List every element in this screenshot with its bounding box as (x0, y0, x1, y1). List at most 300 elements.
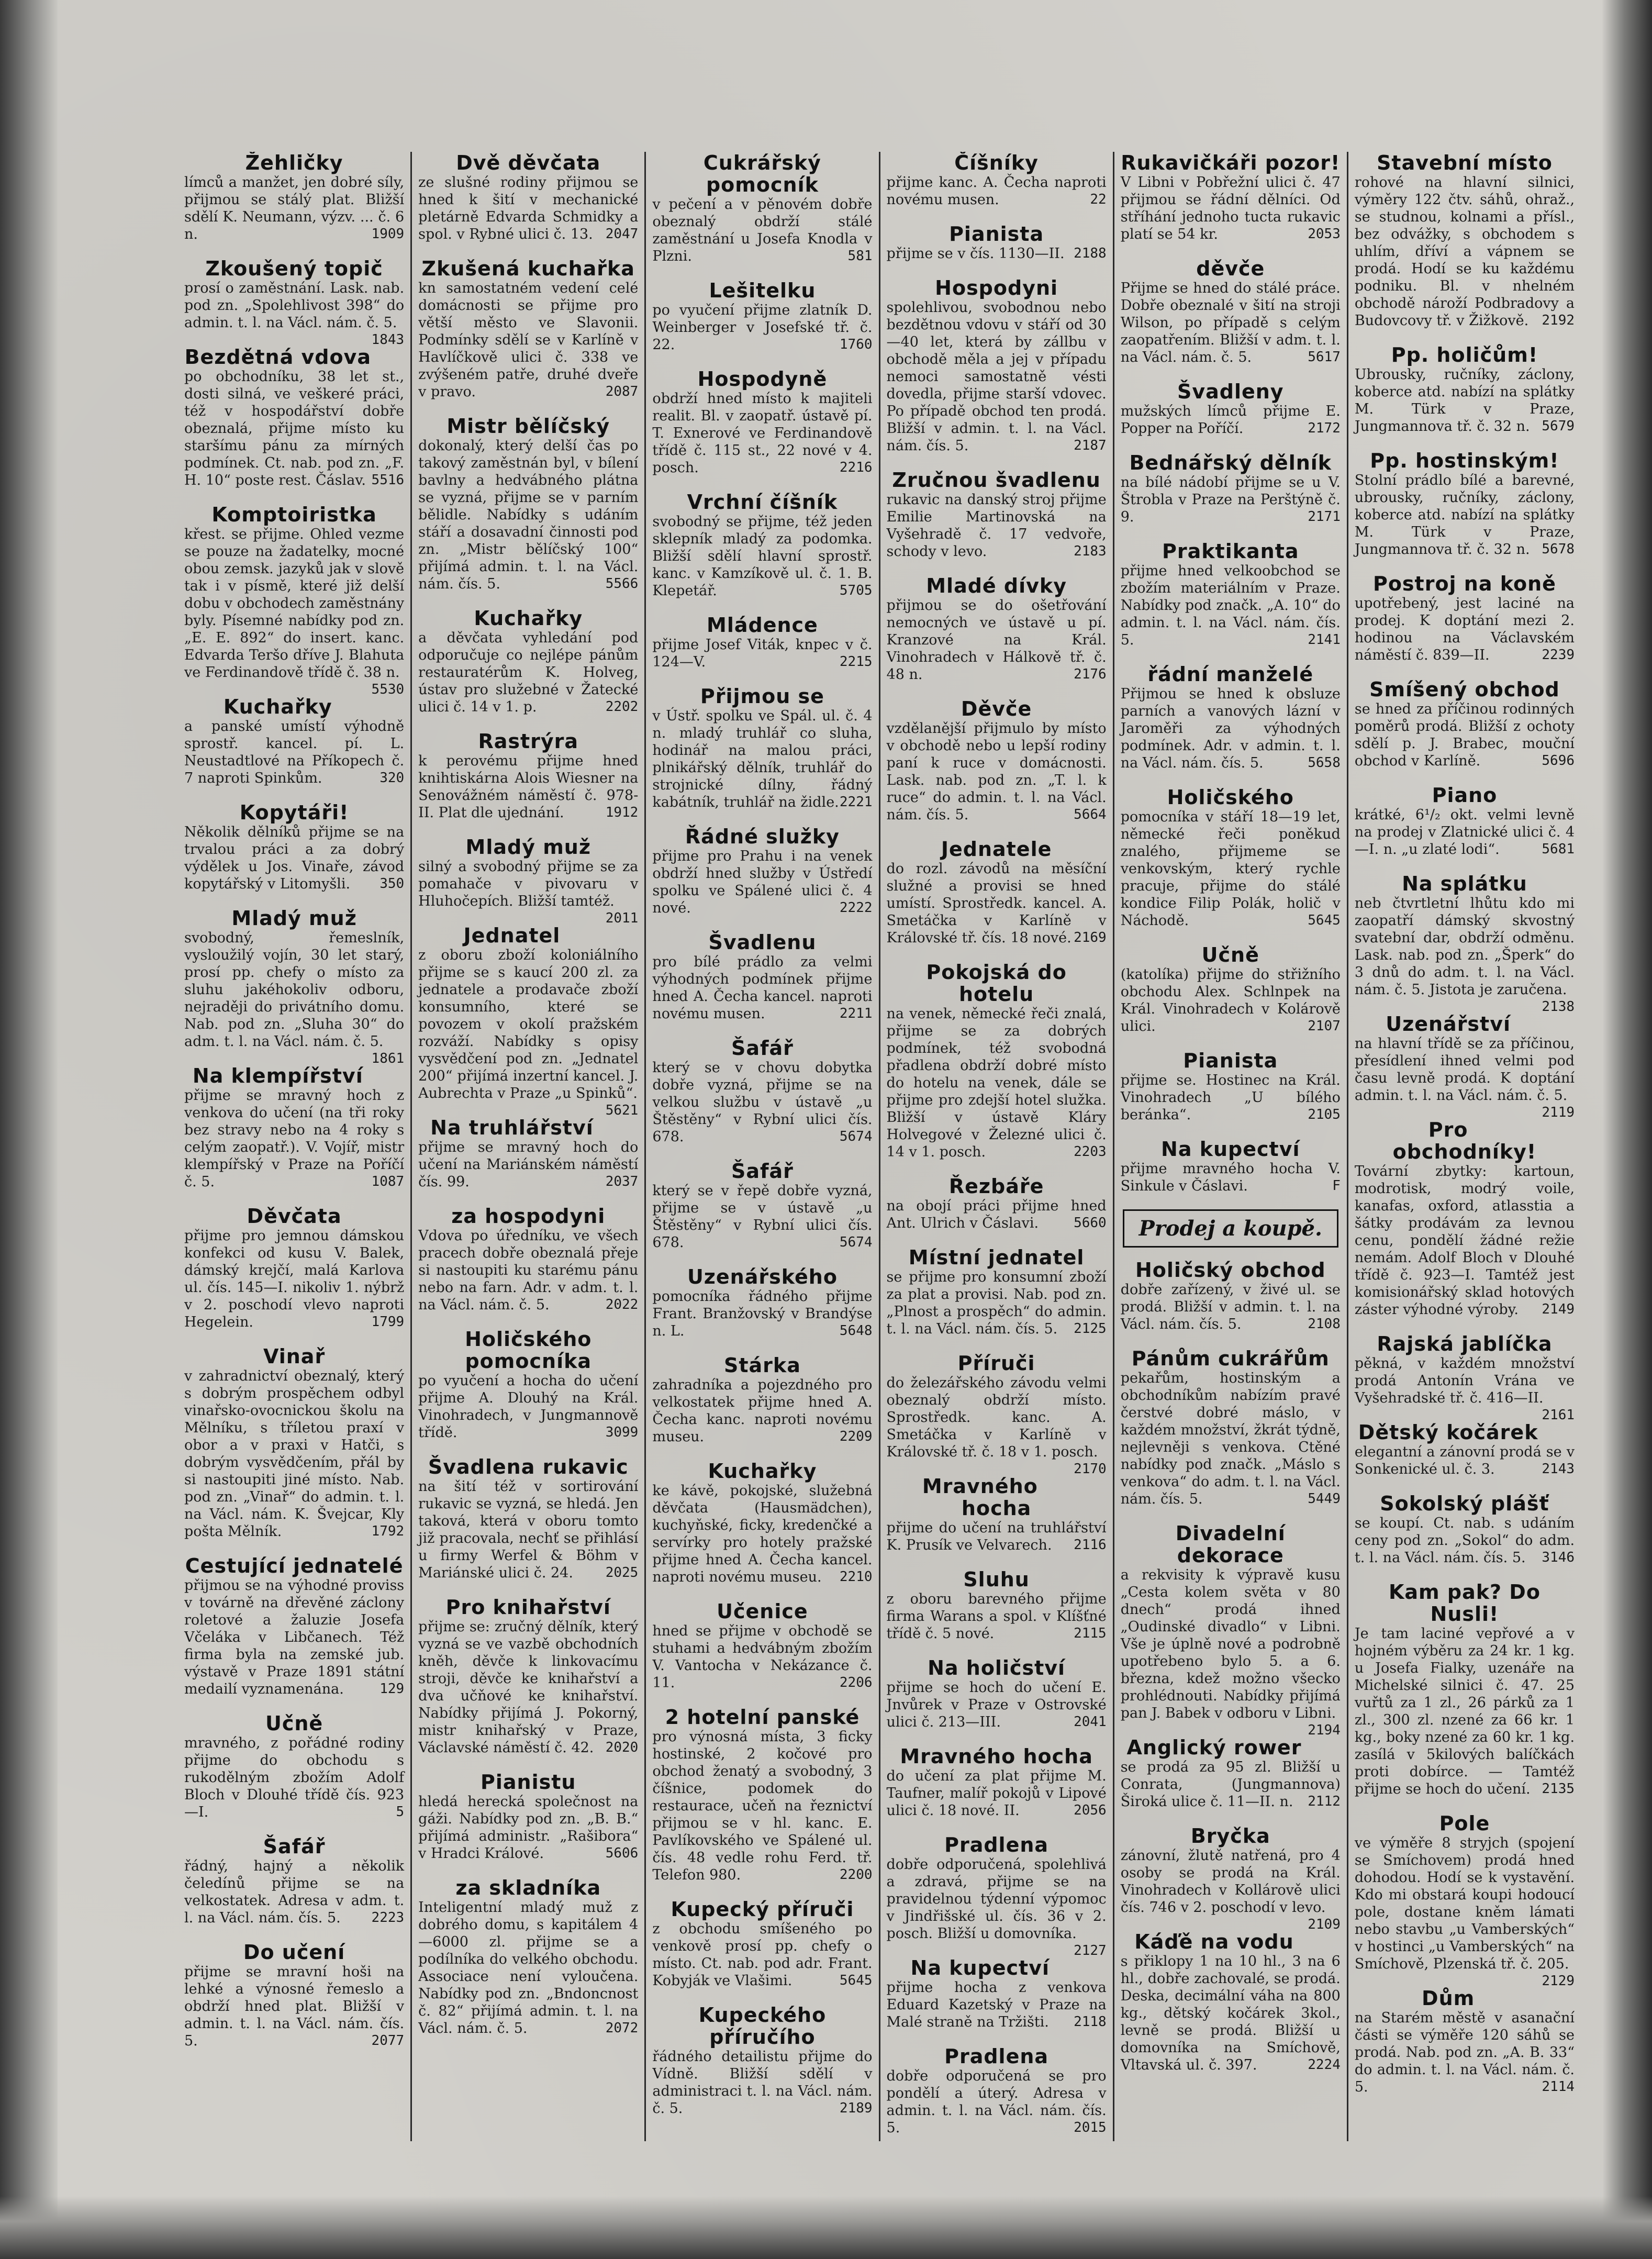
ad-body-text: přijme pro jemnou dámskou konfekci od kusu V. Balek, dámský krejčí, malá Karlova ul. čís. 145—I. nikoliv 1. nýbrž v 2. poschodí vlevo naproti Hegelein. (184, 1228, 405, 1330)
ad-text (418, 1899, 638, 2037)
ad-number: 2118 (1074, 2014, 1107, 2030)
ad-text (652, 1728, 872, 1884)
ad-number: 2211 (839, 1006, 873, 1021)
ad-text (184, 1227, 404, 1331)
ad-number: 5678 (1542, 541, 1575, 557)
classified-ad (184, 1345, 404, 1543)
ad-body-text: přijme se mravní hoši na lehké a výnosné řemeslo a obdrží hned plat. Bližší v admin. t. l. na Václ. nám. čís. 5. (184, 1964, 405, 2049)
ad-body-text: přijme kanc. A. Čecha naproti novému musen. (886, 174, 1107, 208)
classified-ad (652, 368, 872, 480)
ad-body-text: v pečení a v pěnovém dobře obeznalý obdrží stálé zaměstnání u Josefa Knodla v Plzni. (652, 196, 873, 264)
ad-number: 2215 (839, 654, 873, 670)
ad-body-text: přijme se v čís. 1130—II. (886, 246, 1065, 262)
ad-heading: Na kupectví (910, 1956, 1050, 1979)
ad-number: 1861 (371, 1051, 405, 1066)
ad-body-text: svobodný, řemeslník, vysloužilý vojín, 30 let starý, prosí pp. chefy o místo za sluhu jakéhokoliv odboru, nejraději do privátního domu. Nab. pod zn. „Sluha 30“ do adm. t. l. na Václ. nám. č. 5. (184, 930, 405, 1050)
ad-body-text: dobře odporučená, spolehlivá a zdravá, přijme se na pravidelnou týdenní výpomoc v Jindřišské ul. čís. 36 v 2. posch. Bližší u domovníka. (886, 1856, 1107, 1942)
ad-number: 2041 (1074, 1714, 1107, 1730)
classified-ad (652, 614, 872, 674)
ad-text (887, 299, 1107, 454)
ad-body-text: přijme se. Hostinec na Král. Vinohradech „U bílého beránka“. (1120, 1072, 1341, 1123)
classified-ad (184, 257, 405, 348)
ad-heading: Kupeckého příručího (698, 2004, 827, 2049)
ad-body-text: (katolíka) přijme do střižního obchodu Alex. Schlnpek na Král. Vinohradech v Kolárově ulici. (1120, 966, 1341, 1034)
ad-heading: Vinař (263, 1345, 326, 1368)
ad-heading: Učenice (717, 1600, 808, 1623)
ad-text (887, 860, 1107, 947)
ad-number: 2127 (1074, 1943, 1107, 1958)
ad-text (418, 947, 639, 1118)
ad-body-text: pomocníka v stáří 18—19 let, německé řeči poněkud znalého, přijmeme se venkovským, který rychle pracuje, přijme do stálé kondice Filip Polák, holič v Náchodě. (1120, 809, 1341, 929)
ad-heading: Cestující jednatelé (185, 1554, 404, 1577)
ad-heading: Kam pak? Do Nusli! (1388, 1581, 1541, 1626)
ad-number: 5566 (605, 576, 639, 592)
ad-heading: Káďě na vodu (1134, 1930, 1294, 1953)
ad-number: 5648 (839, 1323, 873, 1339)
ad-heading: Šafář (731, 1037, 794, 1060)
ad-number: 2047 (605, 226, 639, 242)
ad-number: 2221 (839, 794, 873, 810)
ad-number: 1799 (371, 1314, 405, 1330)
ad-body-text: Přijme se hned do stálé práce. Dobře obeznalé v šití na stroji Wilson, po případě s celým zaopatřením. Bližší v adm. t. l. na Václ. nám. č. 5. (1120, 280, 1341, 365)
ad-body-text: z oboru zboží koloniálního přijme se s kaucí 200 zl. za jednatele a prodavače zboží konsumního, které se povozem v okolí pražském rozváží. Nabídky s opisy vysvědčení pod zn. „Jednatel 200“ přijímá inzertní kancel. J. Aubrechta v Praze „u Spinků“. (418, 947, 639, 1101)
ad-body-text: ke kávě, pokojské, služebná děvčata (Hausmädchen), kuchyňské, ficky, kredenčké a servírky pro hotely pražské přijme hned A. Čecha kancel. naproti novému museu. (652, 1483, 873, 1585)
ad-text (418, 1793, 638, 1862)
ad-body-text: přijme se hoch do učení E. Jnvůrek v Praze v Ostrovské ulici č. 213—III. (886, 1679, 1107, 1730)
ad-body-text: obdrží hned místo k majiteli realit. Bl. v zaopatř. ústavě pí. T. Exnerové ve Ferdinandově třídě č. 115 st., 22 nové v 4. posch. (652, 391, 873, 476)
ad-body-text: přijmou se na výhodné proviss v továrně na dřevěné záclony roletové a žaluzie Josefa Včeláka v Libčanech. Též firma byla na zemské jub. výstavě v Praze 1891 státní medailí vyznamenána. (184, 1577, 405, 1697)
ad-body-text: pomocníka řádného přijme Frant. Branžovský v Brandýse n. L. (652, 1288, 873, 1339)
ad-heading: Holičský obchod (1135, 1259, 1326, 1282)
classified-ad (652, 1037, 872, 1149)
ad-text (887, 1268, 1107, 1338)
classified-ad (652, 826, 872, 920)
column-4 (880, 152, 1114, 2141)
ad-heading: Pro obchodníky! (1392, 1118, 1537, 1163)
ad-text (1121, 474, 1341, 526)
ad-number: 2037 (605, 1174, 639, 1189)
ad-text (1355, 472, 1575, 558)
ad-number: 5696 (1542, 753, 1575, 769)
ad-text (1354, 895, 1575, 1015)
classified-ad (1354, 872, 1575, 1015)
ad-heading: Vrchní číšník (687, 491, 838, 514)
ad-number: 2209 (839, 1429, 873, 1444)
ad-text (887, 174, 1107, 208)
classified-ad (418, 836, 639, 926)
ad-number: 5645 (1308, 912, 1341, 928)
ad-body-text: a rekvisity k výpravě kusu „Cesta kolem světa v 80 dnech“ prodá ihned „Oudinské divadlo“ v Libni. Vše je úplně nové a podrobně upotřebeno bylo 5. a 6. března, kdež možno všecko prohlédnouti. Nabídky přijímá pan J. Babek v odboru v Libni. (1120, 1567, 1341, 1721)
ad-heading: Jednatel (463, 924, 561, 947)
classified-ad (1121, 944, 1341, 1038)
classified-ad (886, 1833, 1107, 1958)
ad-body-text: pěkná, v každém množství prodá Antonín Vrána ve Vyšehradské tř. č. 416—II. (1354, 1355, 1575, 1406)
classified-ad (1355, 450, 1575, 561)
ad-number: 2202 (605, 699, 639, 715)
ad-text (184, 824, 404, 893)
ad-number: 5664 (1074, 807, 1107, 822)
ad-body-text: do učení za plat přijme M. Taufner, malíř pokojů v Lipové ulici č. 18 nové. II. (886, 1768, 1107, 1819)
ad-number: 5674 (839, 1129, 873, 1144)
classified-ad (1355, 1119, 1575, 1321)
ad-heading: Šafář (263, 1835, 326, 1858)
ad-number: 5645 (839, 1973, 873, 1988)
ad-heading: 2 hotelní panské (665, 1706, 860, 1729)
classified-ad (887, 277, 1107, 458)
ad-body-text: přijme hned velkoobchod se zbožím materiálním v Praze. Nabídky pod značk. „A. 10“ do admin. t. l. na Václ. nám. čís. 5. (1120, 563, 1341, 648)
ad-text (418, 629, 638, 716)
ad-heading: Mravného hocha (900, 1745, 1093, 1768)
ad-heading: Lešitelku (709, 279, 816, 302)
ad-body-text: z obchodu smíšeného po venkově prosí pp. chefy o místo. Ct. nab. pod adr. Frant. Kobyják ve Vlašimi. (652, 1921, 873, 1989)
ad-text (652, 953, 872, 1022)
ad-number: 1760 (839, 337, 873, 352)
ad-body-text: na šití též v sortirování rukavic se vyzná, se hledá. Jen taková, která v oboru tomto již pracovala, nechť se přihlásí u firmy Werfel & Böhm v Mariánské ulici č. 24. (418, 1478, 639, 1581)
ad-heading: Stavební místo (1377, 152, 1553, 174)
ad-body-text: hned se přijme v obchodě se stuhami a hedvábným zbožím V. Vantocha v Nekázance č. 11. (652, 1623, 873, 1691)
ad-body-text: k perovému přijme hned knihtiskárna Alois Wiesner na Senovážném náměstí č. 978-II. Plat dle ujednání. (418, 753, 639, 821)
classified-ad (1121, 152, 1341, 246)
ad-number: 2077 (371, 2033, 405, 2049)
ad-text (887, 245, 1107, 262)
ad-number: 5621 (605, 1103, 639, 1118)
classified-ad (887, 1745, 1107, 1822)
ad-text (1355, 1163, 1575, 1318)
classified-ad (1355, 784, 1575, 861)
ad-body-text: Tovární zbytky: kartoun, modrotisk, modrý voile, kanafas, oxford, atlasstia a šátky prodávám za levnou cenu, pondělí žádné režie nemám. Adolf Bloch v Dlouhé třídě č. 923—I. Tamtéž jest komisionářský sklad hotových záster výhodné výroby. (1354, 1163, 1575, 1318)
ad-body-text: V Libni v Pobřežní ulici č. 47 přijmou se řádní dělníci. Od stříhání jednoho tucta rukavic platí se 54 kr. (1120, 174, 1341, 242)
ad-body-text: na Starém městě v asanační části se výměře 120 sáhů se prodá. Nab. pod zn. „A. B. 33“ do admin. t. l. na Václ. nám. č. 5. (1354, 2010, 1575, 2095)
ad-heading: Uzenářského (687, 1265, 838, 1288)
ad-heading: Učně (265, 1712, 323, 1735)
classified-ad (418, 1456, 638, 1585)
ad-number: 2223 (371, 1910, 405, 1926)
ad-number: 2210 (839, 1569, 873, 1585)
ad-number: 2183 (1074, 543, 1107, 559)
classified-ad (1120, 1824, 1341, 1932)
ad-text (418, 280, 638, 400)
ad-body-text: upotřebený, jest laciné na prodej. K doptání mezi 2. hodinou na Václavském náměstí č. 839—II. (1354, 595, 1575, 663)
ad-text (887, 1679, 1107, 1731)
ad-number: 2161 (1542, 1407, 1575, 1423)
ad-body-text: přijme do učení na truhlářství K. Prusík ve Velvarech. (886, 1520, 1107, 1553)
ad-text (1121, 562, 1341, 649)
classified-ad (652, 2004, 872, 2120)
ad-body-text: Inteligentní mladý muž z dobrého domu, s kapitálem 4—6000 zl. přijme se a podílníka do velkého obchodu. Associace není vyloučena. Nabídky pod zn. „Bndoncnost č. 82“ přijímá admin. t. l. na Václ. nám. č. 5. (418, 1899, 639, 2037)
ad-heading: Kopytáři! (239, 801, 349, 824)
ad-number: 2138 (1542, 999, 1575, 1015)
ad-heading: Místní jednatel (908, 1246, 1085, 1269)
ad-text (184, 368, 404, 489)
ad-body-text: a panské umístí výhodně sprostř. kancel. pí. L. Neustadtlové na Příkopech č. 7 naproti Spinkům. (184, 718, 405, 786)
ad-body-text: neb čtvrtletní lhůtu kdo mi zaopatří dámský skvostný svatební dar, obdrží odměnu. Lask. nab. pod zn. „Šperk“ do 3 dnů do adm. t. l. na Václ. nám. č. 5. Jistota je zaručena. (1354, 895, 1575, 998)
ad-heading: Bednářský dělník (1129, 451, 1332, 474)
ad-body-text: Stolní prádlo bílé a barevné, ubrousky, ručníky, záclony, koberce atd. nabízí na splátky M. Türk v Praze, Jungmannova tř. č. 32 n. (1354, 472, 1575, 558)
ad-body-text: po vyučení a hocha do učení přijme A. Dlouhý na Král. Vinohradech, v Jungmannově třídě. (418, 1373, 639, 1441)
ad-text (184, 526, 405, 697)
ad-body-text: do rozl. závodů na měsíční služné a provisi se hned umístí. Sprostředk. kancel. A. Smetáčka v Karlíně v Královské tř. čís. 18 nové. (886, 861, 1107, 946)
classified-ad (887, 469, 1107, 563)
ad-number: 2072 (605, 2020, 639, 2036)
classified-ad (887, 1475, 1107, 1557)
ad-number: 3146 (1542, 1550, 1575, 1565)
ad-number: 5679 (1542, 418, 1575, 434)
classified-ad (1121, 786, 1341, 932)
ad-body-text: kn samostatném vedení celé domácnosti se přijme pro větší město ve Slavonii. Podmínky sdělí se v Karlíně v Havlíčkově ulici č. 338 ve zvýšeném patře, druhé dveře v pravo. (418, 280, 639, 400)
ad-text (886, 1856, 1107, 1958)
ad-text (652, 196, 872, 265)
classified-ad (652, 152, 872, 268)
ad-number: 2025 (605, 1565, 639, 1581)
ad-number: 2115 (1074, 1626, 1107, 1641)
classified-ad (184, 1941, 404, 2053)
ad-body-text: zahradníka a pojezdného pro velkostatek přijme hned A. Čecha kanc. naproti novému museu. (652, 1377, 873, 1445)
ad-heading: Kuchařky (474, 607, 583, 630)
ad-heading: Na splátku (1402, 872, 1527, 895)
ad-text (1121, 685, 1341, 772)
ad-text (1121, 1072, 1341, 1123)
ad-body-text: na venek, německé řeči znalá, přijme se za dobrých podmínek, též svobodná přadlena obdrží dobré místo do hotelu na venek, dále se přijme pro zdejší hotel služka. Bližší v ústavě Kláry Holvegové v Železné ulici č. 14 v 1. posch. (886, 1006, 1107, 1160)
ad-text (418, 1139, 638, 1190)
column-2 (412, 152, 646, 2141)
ad-body-text: který se v chovu dobytka dobře vyzná, přijme se na velkou službu v ústavě „u Štěstěny“ v Rybní ulici čís. 678. (652, 1060, 873, 1145)
ad-text (184, 1087, 404, 1190)
classified-ad (1121, 1138, 1341, 1198)
ad-body-text: který se v řepě dobře vyzná, přijme se v ústavě „u Štěstěny“ v Rybní ulici čís. 678. (652, 1183, 873, 1251)
ad-text (887, 720, 1107, 824)
ad-text (1121, 1953, 1341, 2074)
ad-heading: Do učení (243, 1941, 345, 1964)
ad-number: 2203 (1074, 1144, 1107, 1160)
classified-ad (1121, 381, 1341, 440)
ad-heading: Mravného hocha (922, 1475, 1038, 1520)
ad-text (418, 437, 638, 593)
ad-number: 2239 (1542, 647, 1575, 663)
ad-heading: Zkušená kuchařka (421, 257, 635, 280)
ad-heading: Na truhlářství (430, 1116, 594, 1139)
ad-text (1355, 174, 1575, 329)
classified-ad (887, 1657, 1107, 1734)
ad-text (652, 848, 872, 917)
ad-heading: Číšníky (954, 152, 1039, 174)
ad-number: 2170 (1074, 1461, 1107, 1477)
classified-ad (886, 1352, 1107, 1477)
classified-ad (652, 1266, 872, 1343)
classified-ad (184, 907, 405, 1066)
ad-body-text: přijme hocha z venkova Eduard Kazetský v Praze na Malé straně na Tržišti. (886, 1979, 1107, 2030)
ad-heading: Bryčka (1190, 1824, 1270, 1848)
ad-text (887, 1979, 1107, 2031)
ad-text (418, 174, 638, 243)
ad-body-text: na bílé nádobí přijme se u V. Štrobla v Praze na Perštýně č. 9. (1120, 474, 1341, 525)
ad-body-text: silný a svobodný přijme se za pomahače v pivovaru v Hluhočepích. Bližší tamtéž. (418, 859, 639, 909)
ad-heading: Pradlena (944, 1833, 1049, 1856)
classified-ad (418, 607, 638, 719)
classified-ad (887, 223, 1107, 265)
classified-ad (184, 503, 405, 697)
classified-ad (1121, 258, 1341, 369)
ad-heading: Pánům cukrářům (1131, 1347, 1330, 1370)
classified-ad (652, 280, 872, 357)
ad-number: 2114 (1542, 2079, 1575, 2095)
ad-number: 2176 (1074, 666, 1107, 682)
ad-heading: Hospodyně (697, 368, 828, 391)
ad-text (652, 1182, 872, 1251)
ad-body-text: se prodá za 95 zl. Bližší u Conrata, (Jungmannova) Široká ulice č. 11—II. n. (1120, 1759, 1341, 1810)
ad-text (652, 390, 872, 476)
ad-heading: Šafář (731, 1160, 794, 1183)
classified-ad (1121, 1348, 1341, 1511)
classified-ad (184, 696, 404, 790)
ad-text (652, 1482, 872, 1586)
classified-ad (418, 1877, 638, 2040)
scan-shadow-left (0, 0, 58, 2259)
classified-ad (184, 1205, 404, 1334)
column-1 (178, 152, 412, 2141)
ad-text (418, 1227, 638, 1314)
ad-body-text: ve výměře 8 stryjch (spojení se Smíchovem) prodá hned dohodou. Hodí se k vystavění. Kdo mi obstará koupi hodoucí pole, dostane kněm lámati nebo stavbu „u Vamberských“ v hostinci „u Vamberských“ na Smíchově, Plzenská tř. č. 205. (1354, 1835, 1575, 1972)
ad-text (887, 597, 1107, 683)
ad-body-text: dokonalý, který delší čas po takový zaměstnán byl, v bílení bavlny a hedvábného plátna se vyzná, přijme se v parním bělidle. Nabídky s udáním stáří a dosavadní činnosti pod zn. „Mistr bělíčský 100“ přijímá admin. t. l. na Václ. nám. čís. 5. (418, 438, 639, 592)
ad-text (887, 2067, 1107, 2136)
ad-number: 1843 (371, 332, 405, 348)
ad-heading: Zkoušený topič (205, 257, 383, 280)
classified-ad (887, 1957, 1107, 2034)
ad-heading: Piano (1432, 784, 1498, 807)
ad-heading: Mladý muž (465, 836, 591, 859)
ad-text (1355, 1625, 1575, 1798)
classified-ad (887, 698, 1107, 827)
ad-number: 2206 (839, 1675, 873, 1690)
ad-text (652, 1920, 872, 1989)
ad-text (652, 1059, 872, 1145)
ad-text (887, 1197, 1107, 1232)
ad-text (418, 858, 639, 926)
classified-ad (184, 1555, 404, 1701)
ad-body-text: Přijmou se hned k obsluze parních a vanových lázní v Jaroměři za výhodných podmínek. Adr. v admin. t. l. na Václ. nám. čís. 5. (1120, 686, 1341, 771)
ad-text (184, 174, 404, 243)
scan-shadow-bottom (0, 2196, 1652, 2259)
ad-body-text: řádný, hajný a několik čeledínů přijme se na velkostatek. Adresa v adm. t. l. na Václ. nám. čís. 5. (184, 1858, 405, 1926)
ad-text (184, 929, 405, 1066)
ad-heading: Děvče (961, 697, 1032, 720)
ad-body-text: pro výnosná místa, 3 ficky hostinské, 2 kočové pro obchod ženatý a svobodný, 3 číšnice, podomek do restaurace, učeň na řeznictví přijmou se v hl. kanc. E. Pavlíkovského ve Spálené ul. čís. 48 vedle rohu Ferd. tř. Telefon 980. (652, 1729, 873, 1883)
ad-body-text: rukavic na danský stroj přijme Emilie Martinovská na Vyšehradě č. 17 vedvoře, schody v levo. (886, 492, 1107, 560)
ad-heading: Rukavičkáři pozor! (1121, 152, 1341, 174)
classified-ad (887, 575, 1107, 686)
classified-ad (1121, 452, 1341, 529)
classified-ad (1121, 540, 1341, 652)
ad-heading: Hospodyni (935, 276, 1058, 299)
ad-text (1121, 808, 1341, 929)
classified-ad (887, 1175, 1107, 1235)
ad-heading: Mistr bělíčský (447, 415, 610, 438)
classified-ad (652, 1706, 872, 1887)
ad-number: 2129 (1542, 1973, 1575, 1989)
classified-ad (184, 802, 404, 896)
ad-number: 2053 (1308, 226, 1341, 242)
ad-number: 2119 (1542, 1105, 1575, 1120)
ad-text (1121, 280, 1341, 366)
ad-text (652, 636, 872, 671)
ad-body-text: se přijme pro konsumní zboží za plat a provisi. Nab. pod zn. „Plnost a prospěch“ do admin. t. l. na Václ. nám. čís. 5. (886, 1269, 1107, 1337)
classified-ad (418, 1328, 638, 1444)
ad-body-text: z oboru barevného přijme firma Warans a spol. v Klíšťné třídě č. 5 nové. (886, 1591, 1107, 1642)
ad-body-text: po vyučení přijme zlatník D. Weinberger v Josefské tř. č. 22. (652, 302, 873, 353)
ad-text (887, 491, 1107, 560)
ad-text (184, 718, 404, 787)
ad-text (1121, 1281, 1341, 1333)
ad-heading: Řezbáře (948, 1175, 1044, 1198)
ad-number: 2116 (1074, 1537, 1107, 1553)
ad-body-text: přijme Josef Viták, knpec v č. 124—V. (652, 637, 873, 670)
ad-body-text: v Ústř. spolku ve Spál. ul. č. 4 n. mladý truhlář co sluha, hodinář na malou práci, plnikářský dělník, truhlář do strojnické dílny, řádný kabátník, truhlář na židle. (652, 708, 873, 810)
ad-body-text: dobře zařízený, v živé ul. se prodá. Bližší v admin. t. l. na Václ. nám. čís. 5. (1120, 1282, 1341, 1332)
ad-body-text: přijme pro Prahu i na venek obdrží hned služby v Ústředí spolku ve Spálené ulici č. 4 nové. (652, 848, 873, 916)
ad-body-text: po obchodníku, 38 let st., dosti silná, ve veškeré práci, též v hospodářství dobře obeznalá, přijme místo ku staršímu pánu za mírných podmínek. Ct. nab. pod zn. „F. H. 10“ poste rest. Čáslav. (184, 369, 405, 488)
ad-heading: Švadlenu (708, 931, 817, 954)
classified-ad (184, 346, 404, 492)
ad-body-text: mužských límců přijme E. Popper na Poříčí. (1120, 403, 1341, 437)
ad-text (1355, 700, 1575, 770)
ad-text (1355, 1443, 1575, 1478)
ad-number: 3099 (605, 1425, 639, 1440)
ad-number: 2222 (839, 900, 873, 916)
classified-ad (1354, 1812, 1575, 1989)
ad-number: 2015 (1074, 2120, 1107, 2135)
ad-number: 22 (1090, 192, 1107, 207)
classified-ad (184, 1712, 404, 1824)
classified-ad (652, 1600, 872, 1695)
ad-heading: Holičského pomocníka (465, 1328, 592, 1373)
classified-ad (1354, 1012, 1575, 1120)
ad-text (1355, 366, 1575, 435)
ad-heading: Divadelní dekorace (1175, 1522, 1286, 1567)
ad-heading: Příruči (957, 1352, 1035, 1375)
ad-text (184, 1963, 404, 2050)
classified-ad (1120, 1522, 1341, 1738)
ad-heading: Pianista (949, 222, 1044, 246)
ad-text (652, 1622, 872, 1692)
ad-number: 2087 (605, 384, 639, 399)
ad-number: 2149 (1542, 1301, 1575, 1317)
ad-body-text: Vdova po úředníku, ve všech pracech dobře obeznalá přeje si nastoupiti ku starému pánu nebo na farn. Adr. v adm. t. l. na Václ. nám. č. 5. (418, 1228, 639, 1313)
column-3 (646, 152, 880, 2141)
ad-number: 2112 (1308, 1794, 1341, 1809)
ad-text (887, 1767, 1107, 1819)
classified-ad (1355, 1493, 1575, 1570)
ad-heading: Holičského (1167, 786, 1294, 809)
ad-number: 2200 (839, 1867, 873, 1883)
ad-number: 2125 (1074, 1321, 1107, 1337)
classified-ad (1355, 573, 1575, 667)
ad-body-text: se hned za příčinou rodinných poměrů prodá. Bližší z ochoty sdělí p. J. Brabec, mouční obchod v Karlíně. (1354, 701, 1575, 769)
ad-heading: za hospodyni (451, 1205, 606, 1228)
classified-ad (887, 1568, 1107, 1645)
ad-heading: děvče (1196, 257, 1265, 280)
ad-body-text: přijme se mravný hoch do učení na Mariánském náměstí čís. 99. (418, 1139, 639, 1190)
ad-heading: Stárka (724, 1354, 801, 1377)
ad-number: 350 (379, 876, 405, 892)
ad-text (1121, 1370, 1341, 1508)
ad-number: 1087 (371, 1174, 405, 1189)
ad-number: 2020 (605, 1740, 639, 1755)
ad-body-text: dobře odporučená se pro pondělí a úterý. Adresa v admin. t. l. na Václ. nám. čís. 5. (886, 2068, 1107, 2136)
classified-ad (418, 1596, 638, 1760)
ad-number: 2107 (1308, 1018, 1341, 1034)
ad-body-text: do železářského závodu velmi obeznalý obdrží místo. Sprostředk. kanc. A. Smetáčka v Karlíně v Královské tř. č. 18 v 1. posch. (886, 1375, 1107, 1460)
classified-ad (1355, 1987, 1575, 2099)
